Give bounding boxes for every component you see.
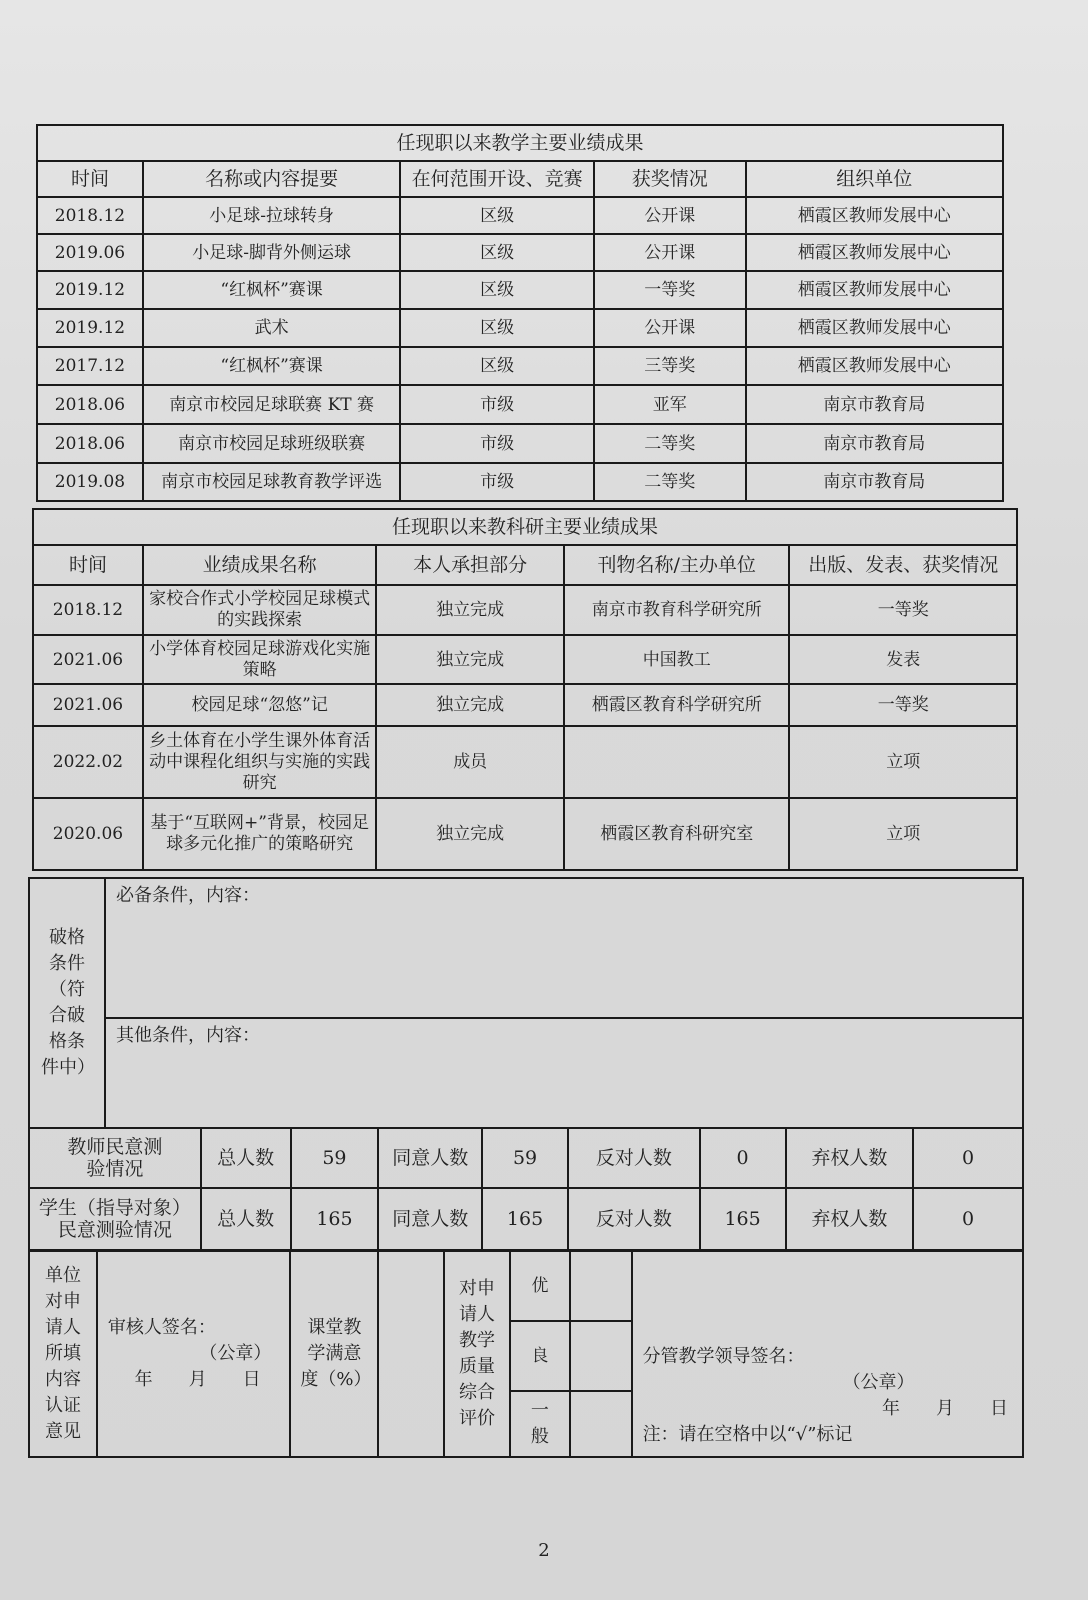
cell-time: 2022.02 — [33, 726, 143, 798]
reviewer-seal: （公章） — [199, 1343, 272, 1364]
cell-result: 立项 — [789, 798, 1017, 870]
cell-result: 立项 — [789, 726, 1017, 798]
cell-scope: 区级 — [400, 234, 594, 271]
cell-scope: 市级 — [400, 463, 594, 501]
cell-name: 校园足球“忽悠”记 — [143, 684, 377, 726]
student-abstain-label: 弃权人数 — [786, 1188, 914, 1250]
research-achievements-table — [32, 508, 1018, 871]
cell-time: 2018.12 — [33, 585, 143, 635]
table-row — [37, 309, 1003, 347]
teaching-header-award: 获奖情况 — [594, 161, 746, 197]
student-survey-label: 学生（指导对象）民意测验情况 — [29, 1188, 201, 1250]
teaching-header-time: 时间 — [37, 161, 143, 197]
other-conditions-field[interactable]: 其他条件，内容： — [105, 1018, 1023, 1128]
teacher-abstain-value: 0 — [913, 1128, 1023, 1188]
satisfaction-label: 课堂教学满意度（%） — [290, 1251, 378, 1457]
cell-scope: 区级 — [400, 271, 594, 309]
table-row — [33, 726, 1017, 798]
cell-time: 2019.12 — [37, 309, 143, 347]
cell-name: 南京市校园足球联赛 KT 赛 — [143, 385, 400, 424]
reviewer-sign-area[interactable] — [97, 1251, 290, 1457]
page-number: 2 — [538, 1540, 550, 1561]
table-row — [33, 798, 1017, 870]
teaching-header-scope: 在何范围开设、竞赛 — [400, 161, 594, 197]
cell-org: 栖霞区教师发展中心 — [746, 271, 1003, 309]
cell-name: “红枫杯”赛课 — [143, 271, 400, 309]
research-header-publisher: 刊物名称/主办单位 — [564, 545, 789, 585]
cell-award: 公开课 — [594, 309, 746, 347]
table-row — [33, 635, 1017, 684]
cell-org: 南京市教育局 — [746, 463, 1003, 501]
cell-award: 三等奖 — [594, 347, 746, 385]
leader-date: 年 月 日 — [882, 1398, 1008, 1419]
cell-org: 栖霞区教师发展中心 — [746, 309, 1003, 347]
unit-opinion-label: 单位对申请人所填内容认证意见 — [29, 1251, 97, 1457]
cell-scope: 市级 — [400, 385, 594, 424]
cell-org: 栖霞区教师发展中心 — [746, 347, 1003, 385]
table-row — [37, 424, 1003, 463]
student-total-value: 165 — [291, 1188, 379, 1250]
cell-time: 2018.12 — [37, 197, 143, 234]
cell-award: 公开课 — [594, 197, 746, 234]
cell-award: 一等奖 — [594, 271, 746, 309]
cell-org: 栖霞区教师发展中心 — [746, 234, 1003, 271]
cell-award: 亚军 — [594, 385, 746, 424]
research-table-title: 任现职以来教科研主要业绩成果 — [33, 509, 1017, 545]
cell-publisher: 中国教工 — [564, 635, 789, 684]
cell-result: 发表 — [789, 635, 1017, 684]
note-text: 注：请在空格中以“√”标记 — [642, 1424, 853, 1445]
research-header-name: 业绩成果名称 — [143, 545, 377, 585]
cell-name: “红枫杯”赛课 — [143, 347, 400, 385]
teacher-oppose-label: 反对人数 — [568, 1128, 700, 1188]
cell-name: 基于“互联网+”背景，校园足球多元化推广的策略研究 — [143, 798, 377, 870]
teaching-header-org: 组织单位 — [746, 161, 1003, 197]
cell-publisher — [564, 726, 789, 798]
leader-sign-area[interactable] — [632, 1251, 1023, 1457]
research-header-time: 时间 — [33, 545, 143, 585]
student-abstain-value: 0 — [913, 1188, 1023, 1250]
teacher-agree-label: 同意人数 — [378, 1128, 482, 1188]
student-oppose-label: 反对人数 — [568, 1188, 700, 1250]
grade-excellent-label: 优 — [510, 1251, 570, 1321]
teacher-agree-value: 59 — [482, 1128, 568, 1188]
cell-name: 小足球-脚背外侧运球 — [143, 234, 400, 271]
teacher-abstain-label: 弃权人数 — [786, 1128, 914, 1188]
opinion-table — [28, 1250, 1024, 1458]
leader-seal: （公章） — [842, 1372, 915, 1393]
cell-award: 二等奖 — [594, 424, 746, 463]
student-total-label: 总人数 — [201, 1188, 291, 1250]
grade-average-label: 一般 — [510, 1391, 570, 1457]
table-row — [33, 585, 1017, 635]
cell-org: 栖霞区教师发展中心 — [746, 197, 1003, 234]
cell-result: 一等奖 — [789, 684, 1017, 726]
table-row — [37, 234, 1003, 271]
breaking-conditions-label: 破格条件（符合破格条件中） — [29, 878, 105, 1128]
teaching-achievements-table — [36, 124, 1004, 502]
cell-scope: 区级 — [400, 197, 594, 234]
cell-name: 小足球-拉球转身 — [143, 197, 400, 234]
table-row — [37, 197, 1003, 234]
cell-name: 南京市校园足球教育教学评选 — [143, 463, 400, 501]
table-row — [33, 684, 1017, 726]
teaching-header-name: 名称或内容提要 — [143, 161, 400, 197]
table-row — [37, 385, 1003, 424]
survey-table — [28, 1127, 1024, 1251]
leader-sign-label: 分管教学领导签名： — [642, 1346, 805, 1367]
cell-name: 南京市校园足球班级联赛 — [143, 424, 400, 463]
reviewer-sign-label: 审核人签名： — [107, 1317, 216, 1338]
teacher-total-value: 59 — [291, 1128, 379, 1188]
cell-name: 乡土体育在小学生课外体育活动中课程化组织与实施的实践研究 — [143, 726, 377, 798]
table-row — [37, 271, 1003, 309]
cell-time: 2021.06 — [33, 635, 143, 684]
table-row — [37, 347, 1003, 385]
cell-time: 2019.06 — [37, 234, 143, 271]
breaking-conditions-table — [28, 877, 1024, 1129]
grade-excellent-checkbox[interactable] — [570, 1251, 632, 1321]
table-row — [37, 463, 1003, 501]
cell-role: 独立完成 — [376, 585, 564, 635]
student-agree-label: 同意人数 — [378, 1188, 482, 1250]
cell-scope: 市级 — [400, 424, 594, 463]
cell-name: 家校合作式小学校园足球模式的实践探索 — [143, 585, 377, 635]
quality-label: 对申请人教学质量综合评价 — [444, 1251, 510, 1457]
cell-name: 武术 — [143, 309, 400, 347]
grade-average-checkbox[interactable] — [570, 1391, 632, 1457]
cell-role: 成员 — [376, 726, 564, 798]
student-agree-value: 165 — [482, 1188, 568, 1250]
cell-time: 2020.06 — [33, 798, 143, 870]
satisfaction-value[interactable] — [378, 1251, 444, 1457]
cell-role: 独立完成 — [376, 798, 564, 870]
required-conditions-field[interactable]: 必备条件，内容： — [105, 878, 1023, 1018]
cell-publisher: 南京市教育科学研究所 — [564, 585, 789, 635]
teacher-total-label: 总人数 — [201, 1128, 291, 1188]
cell-result: 一等奖 — [789, 585, 1017, 635]
cell-scope: 区级 — [400, 347, 594, 385]
grade-good-checkbox[interactable] — [570, 1321, 632, 1391]
student-oppose-value: 165 — [700, 1188, 786, 1250]
cell-org: 南京市教育局 — [746, 424, 1003, 463]
cell-time: 2021.06 — [33, 684, 143, 726]
cell-role: 独立完成 — [376, 684, 564, 726]
cell-time: 2017.12 — [37, 347, 143, 385]
cell-scope: 区级 — [400, 309, 594, 347]
cell-org: 南京市教育局 — [746, 385, 1003, 424]
cell-time: 2019.12 — [37, 271, 143, 309]
reviewer-date: 年 月 日 — [134, 1369, 261, 1390]
teaching-table-title: 任现职以来教学主要业绩成果 — [37, 125, 1003, 161]
cell-award: 公开课 — [594, 234, 746, 271]
teacher-survey-label: 教师民意测验情况 — [29, 1128, 201, 1188]
research-header-role: 本人承担部分 — [376, 545, 564, 585]
cell-publisher: 栖霞区教育科学研究所 — [564, 684, 789, 726]
cell-time: 2019.08 — [37, 463, 143, 501]
research-header-result: 出版、发表、获奖情况 — [789, 545, 1017, 585]
cell-time: 2018.06 — [37, 424, 143, 463]
cell-publisher: 栖霞区教育科研究室 — [564, 798, 789, 870]
cell-name: 小学体育校园足球游戏化实施策略 — [143, 635, 377, 684]
cell-role: 独立完成 — [376, 635, 564, 684]
grade-good-label: 良 — [510, 1321, 570, 1391]
cell-award: 二等奖 — [594, 463, 746, 501]
teacher-oppose-value: 0 — [700, 1128, 786, 1188]
cell-time: 2018.06 — [37, 385, 143, 424]
